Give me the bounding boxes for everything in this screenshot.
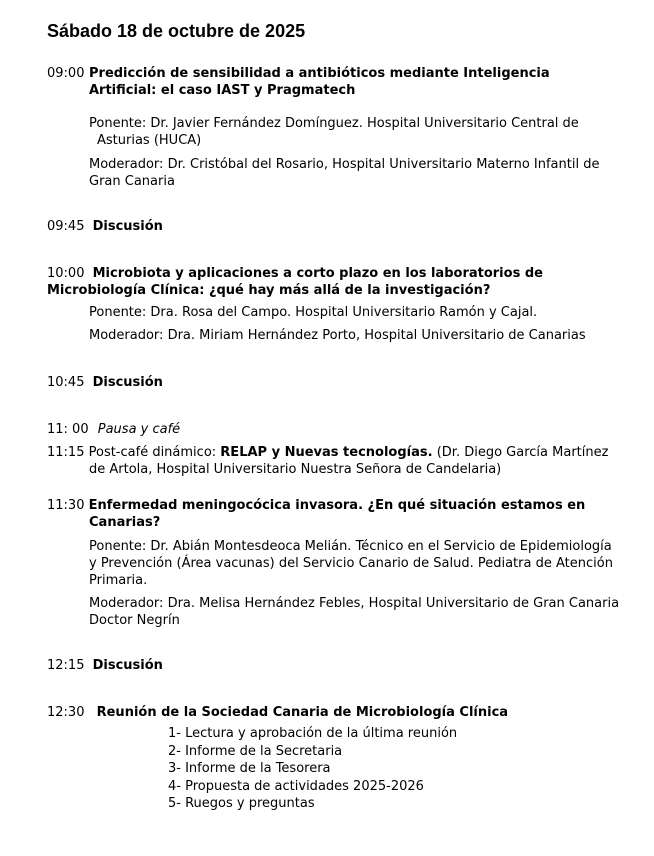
meeting-agenda	[47, 725, 627, 813]
ponente-line: Ponente: Dr. Abián Montesdeoca Melián. Técnico en el Servicio de Epidemiología	[89, 539, 612, 554]
ponente-line: Primaria.	[89, 573, 148, 588]
moderador-line: Doctor Negrín	[89, 613, 180, 628]
program-page	[47, 20, 627, 813]
session-time: 10:45	[47, 375, 85, 390]
session-title-line: Enfermedad meningocócica invasora. ¿En qué situación estamos en	[88, 498, 586, 513]
postcafe-1115	[47, 444, 627, 478]
agenda-item: 5- Ruegos y preguntas	[168, 796, 315, 811]
session-time: 11:15	[47, 445, 85, 460]
moderador-line: Moderador: Dra. Miriam Hernández Porto, Hospital Universitario de Canarias	[89, 328, 586, 343]
discussion-label: Discusión	[92, 375, 163, 390]
break-1100	[47, 421, 627, 438]
postcafe-speaker-line: de Artola, Hospital Universitario Nuestra Señora de Candelaria)	[89, 462, 502, 477]
moderador-line: Moderador: Dra. Melisa Hernández Febles, Hospital Universitario de Gran Canaria	[89, 596, 620, 611]
session-title-line: Predicción de sensibilidad a antibióticos mediante Inteligencia	[89, 66, 550, 81]
session-time: 12:30	[47, 705, 85, 720]
session-title-line: Canarias?	[89, 515, 161, 530]
postcafe-topic: RELAP y Nuevas tecnologías.	[220, 445, 433, 460]
discussion-label: Discusión	[92, 219, 163, 234]
moderador-line: Moderador: Dr. Cristóbal del Rosario, Hospital Universitario Materno Infantil de	[89, 157, 600, 172]
discussion-1045	[47, 374, 627, 391]
session-time: 11:30	[47, 498, 85, 513]
session-time: 09:00	[47, 66, 85, 81]
page-title: Sábado 18 de octubre de 2025	[47, 21, 306, 41]
discussion-1215	[47, 657, 627, 674]
ponente-line: Ponente: Dra. Rosa del Campo. Hospital Universitario Ramón y Cajal.	[89, 305, 538, 320]
session-time: 10:00	[47, 266, 85, 281]
session-title-line: Artificial: el caso IAST y Pragmatech	[89, 83, 356, 98]
ponente-line: y Prevención (Área vacunas) del Servicio Canario de Salud. Pediatra de Atención	[89, 556, 613, 571]
session-time: 09:45	[47, 219, 85, 234]
session-title-line: Microbiología Clínica: ¿qué hay más allá de la investigación?	[47, 283, 491, 298]
meeting-title: Reunión de la Sociedad Canaria de Microbiología Clínica	[96, 705, 509, 720]
ponente-line: Ponente: Dr. Javier Fernández Domínguez. Hospital Universitario Central de	[89, 116, 579, 131]
agenda-item: 1- Lectura y aprobación de la última reunión	[168, 726, 458, 741]
session-1130	[47, 497, 627, 629]
meeting-1230	[47, 704, 627, 721]
moderador-line: Gran Canaria	[89, 174, 175, 189]
session-1000	[47, 265, 627, 344]
ponente-line: Asturias (HUCA)	[97, 133, 202, 148]
agenda-item: 2- Informe de la Secretaria	[168, 743, 343, 759]
agenda-item: 4- Propuesta de actividades 2025-2026	[168, 778, 424, 794]
postcafe-speaker: (Dr. Diego García Martínez	[436, 445, 609, 460]
session-0900	[47, 65, 627, 190]
break-label: Pausa y café	[97, 422, 181, 437]
session-title-line: Microbiota y aplicaciones a corto plazo en los laboratorios de	[92, 266, 543, 281]
discussion-0945	[47, 218, 627, 235]
session-time: 11: 00	[47, 422, 89, 437]
discussion-label: Discusión	[92, 658, 163, 673]
postcafe-prefix: Post-café dinámico:	[88, 445, 217, 460]
agenda-item: 3- Informe de la Tesorera	[168, 761, 331, 776]
session-time: 12:15	[47, 658, 85, 673]
